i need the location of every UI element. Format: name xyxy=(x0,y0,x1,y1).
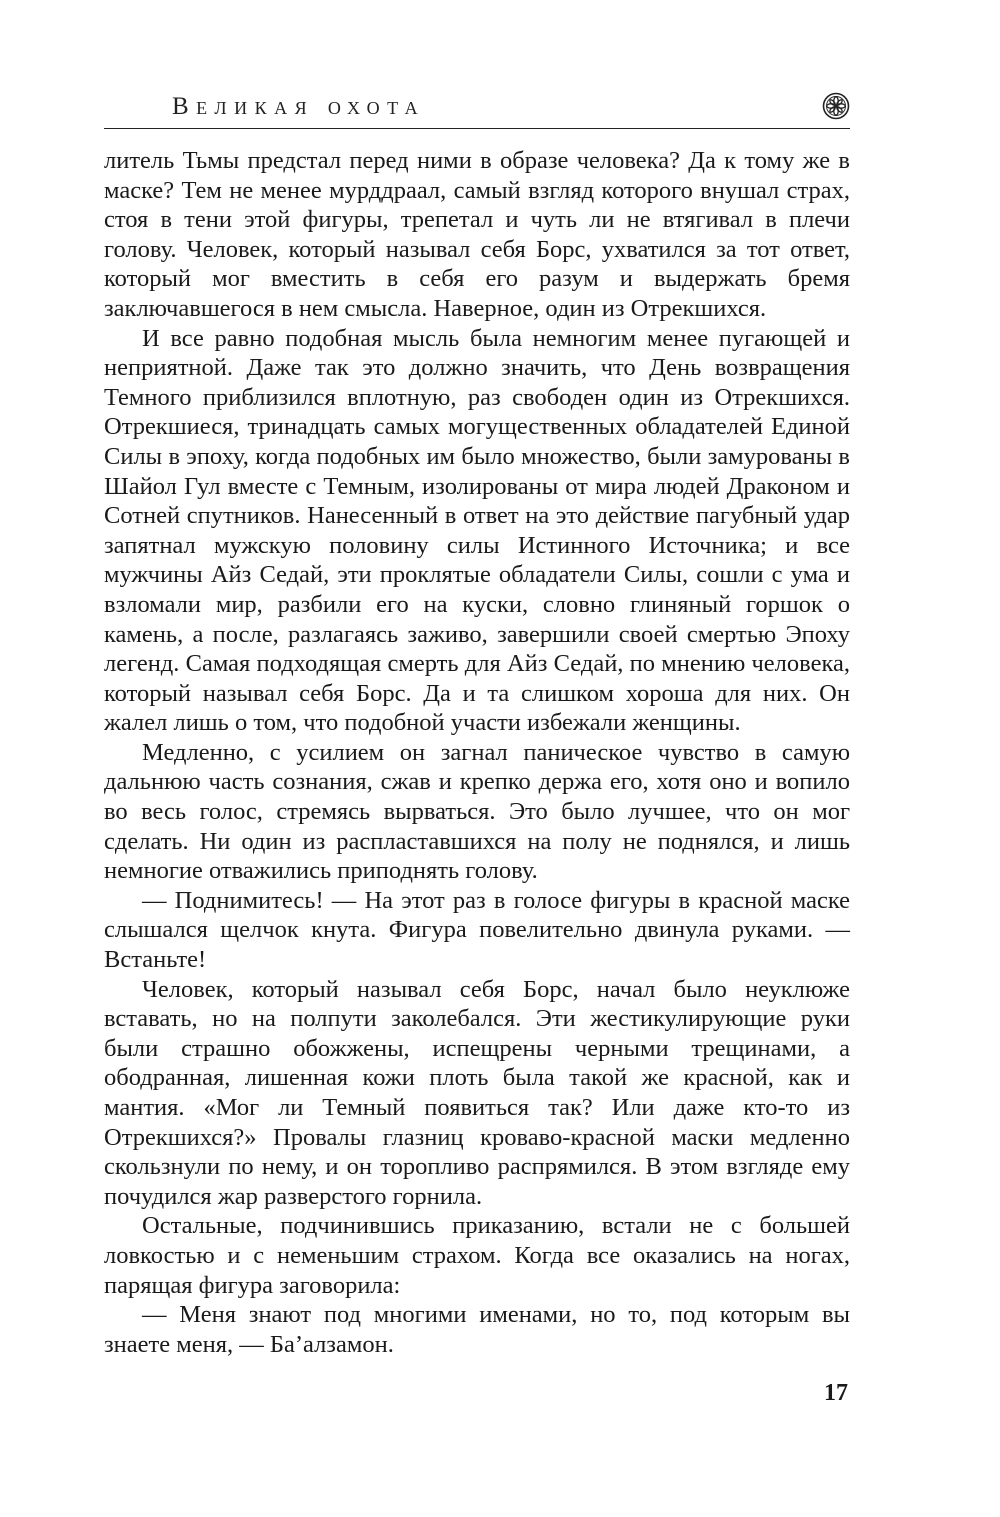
running-head xyxy=(104,88,850,129)
paragraph: И все равно подобная мысль была немногим менее пугающей и неприятной. Даже так это должно значить, что День возвращения Темного приблизился вплотную, раз свободен один из Отрекшихся. Отрекшиеся, тринадцать самых могущественных обладателей Единой Силы в эпоху, когда подобных им было множество, были замурованы в Шайол Гул вместе с Темным, изолированы от мира людей Драконом и Сотней спутников. Нанесенный в ответ на это действие пагубный удар запятнал мужскую половину силы Истинного Источника; и все мужчины Айз Седай, эти проклятые обладатели Силы, сошли с ума и взломали мир, разбили его на куски, словно глиняный горшок о камень, а после, разлагаясь заживо, завершили своей смертью Эпоху легенд. Самая подходящая смерть для Айз Седай, по мнению человека, который называл себя Борс. Да и та слишком хороша для них. Он жалел лишь о том, что подобной участи избежали женщины. xyxy=(104,324,850,737)
body-text xyxy=(104,146,850,1359)
paragraph: Остальные, подчинившись приказанию, встали не с большей ловкостью и с неменьшим страхом. Когда все оказались на ногах, парящая фигура заговорила: xyxy=(104,1212,850,1299)
paragraph: Медленно, с усилием он загнал паническое чувство в самую дальнюю часть сознания, сжав и крепко держа его, хотя оно и вопило во весь голос, стремясь вырваться. Это было лучшее, что он мог сделать. Ни один из распластавшихся на полу не поднялся, и лишь немногие отважились приподнять голову. xyxy=(104,738,850,885)
book-page xyxy=(104,0,850,1517)
paragraph: Человек, который называл себя Борс, начал было неуклюже вставать, но на полпути заколебался. Эти жестикулирующие руки были страшно обожжены, испещрены черными трещинами, а ободранная, лишенная кожи плоть была такой же красной, как и мантия. «Мог ли Темный появиться так? Или даже кто-то из Отрекшихся?» Провалы глазниц кроваво-красной маски медленно скользнули по нему, и он торопливо распрямился. В этом взгляде ему почудился жар разверстого горнила. xyxy=(104,975,850,1210)
page-number: 17 xyxy=(824,1380,848,1406)
dialogue-paragraph: — Меня знают под многими именами, но то, под которым вы знаете меня, — Ба’алзамон. xyxy=(104,1301,850,1358)
paragraph: литель Тьмы предстал перед ними в образе человека? Да к тому же в маске? Тем не менее мурддраал, самый взгляд которого внушал страх, стоя в тени этой фигуры, трепетал и чуть ли не втягивал в плечи голову. Человек, который называл себя Борс, ухватился за тот ответ, который мог вместить в себя его разум и выдержать бремя заключавшегося в нем смысла. Наверное, один из Отрекшихся. xyxy=(104,147,850,322)
wheel-ornament-icon xyxy=(822,92,850,120)
running-title: Великая охота xyxy=(172,93,426,120)
dialogue-paragraph: — Поднимитесь! — На этот раз в голосе фигуры в красной маске слышался щелчок кнута. Фигура повелительно двинула руками. — Встаньте! xyxy=(104,886,850,974)
